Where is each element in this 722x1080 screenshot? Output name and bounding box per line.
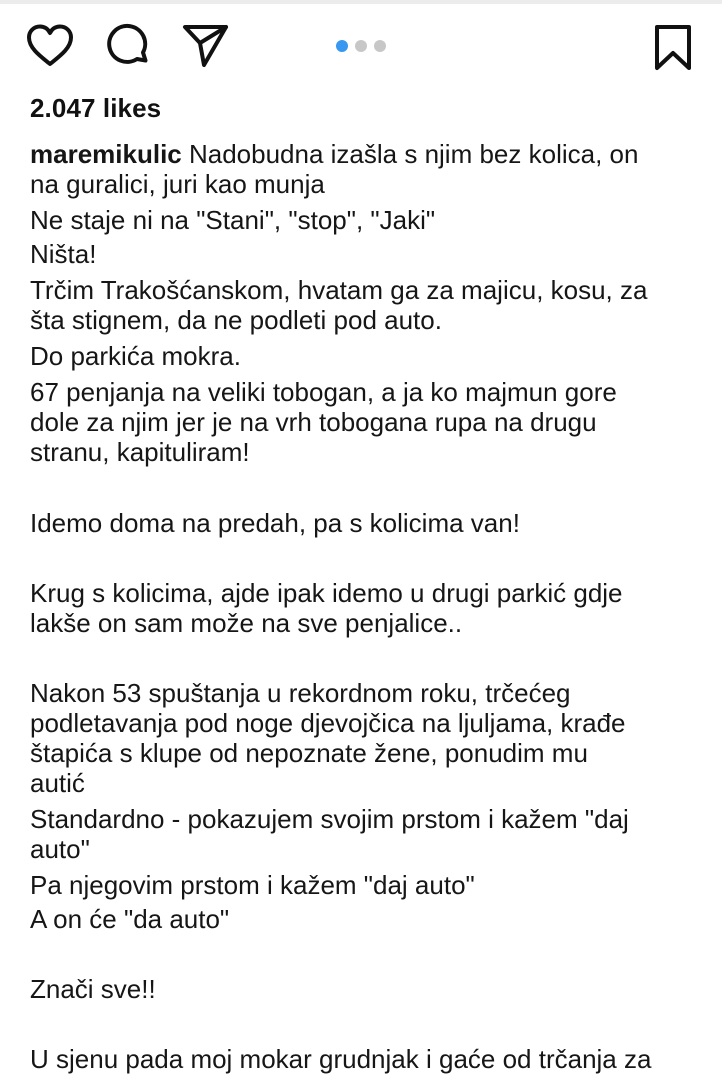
caption-text: Nadobudna izašla s njim bez kolica, on [181, 139, 639, 169]
caption-line: šta stignem, da ne podleti pod auto. [30, 305, 442, 335]
bookmark-icon[interactable] [650, 24, 696, 72]
caption-line: Do parkića mokra. [30, 341, 241, 371]
caption-line [30, 939, 700, 969]
comment-icon[interactable] [104, 23, 152, 71]
caption-line: Ne staje ni na "Stani", "stop", "Jaki" [30, 205, 436, 235]
caption-line: U sjenu pada moj mokar grudnjak i gaće od trčanja za [30, 1044, 652, 1074]
caption-line: Znači sve!! [30, 974, 156, 1004]
caption-line: štapića s klupe od nepoznate žene, ponudim mu [30, 738, 588, 768]
caption-line: Pa njegovim prstom i kažem "daj auto" [30, 870, 475, 900]
caption-line: na guralici, juri kao munja [30, 169, 325, 199]
caption-line: autić [30, 768, 85, 798]
post-action-bar [0, 14, 722, 78]
caption-first-line [30, 139, 700, 169]
caption-line [30, 643, 700, 673]
caption-line: Trčim Trakošćanskom, hvatam ga za majicu, kosu, za [30, 275, 648, 305]
caption-line: stranu, kapituliram! [30, 437, 250, 467]
caption-username[interactable]: maremikulic [30, 139, 182, 169]
caption-line: Standardno - pokazujem svojim prstom i kažem "daj [30, 804, 629, 834]
carousel-dot [355, 40, 367, 52]
post-caption [30, 139, 700, 1074]
paper-plane-icon[interactable] [182, 23, 230, 69]
likes-count[interactable]: 2.047 likes [30, 93, 162, 123]
caption-line: A on će "da auto" [30, 904, 230, 934]
caption-line: lakše on sam može na sve penjalice.. [30, 608, 463, 638]
caption-line: 67 penjanja na veliki tobogan, a ja ko majmun gore [30, 377, 617, 407]
caption-line [30, 473, 700, 503]
caption-line: dole za njim jer je na vrh tobogana rupa na drugu [30, 407, 597, 437]
caption-line: auto" [30, 834, 90, 864]
caption-line: Idemo doma na predah, pa s kolicima van! [30, 508, 520, 538]
top-divider [0, 0, 722, 4]
caption-line: podletavanja pod noge djevojčica na ljuljama, krađe [30, 708, 626, 738]
caption-line: Ništa! [30, 239, 97, 269]
heart-icon[interactable] [26, 24, 74, 68]
caption-line [30, 1009, 700, 1039]
carousel-dot [374, 40, 386, 52]
caption-line: Krug s kolicima, ajde ipak idemo u drugi parkić gdje [30, 578, 623, 608]
carousel-indicator [336, 40, 396, 54]
caption-line [30, 543, 700, 573]
caption-line: Nakon 53 spuštanja u rekordnom roku, trčećeg [30, 678, 571, 708]
carousel-dot-active [336, 40, 348, 52]
